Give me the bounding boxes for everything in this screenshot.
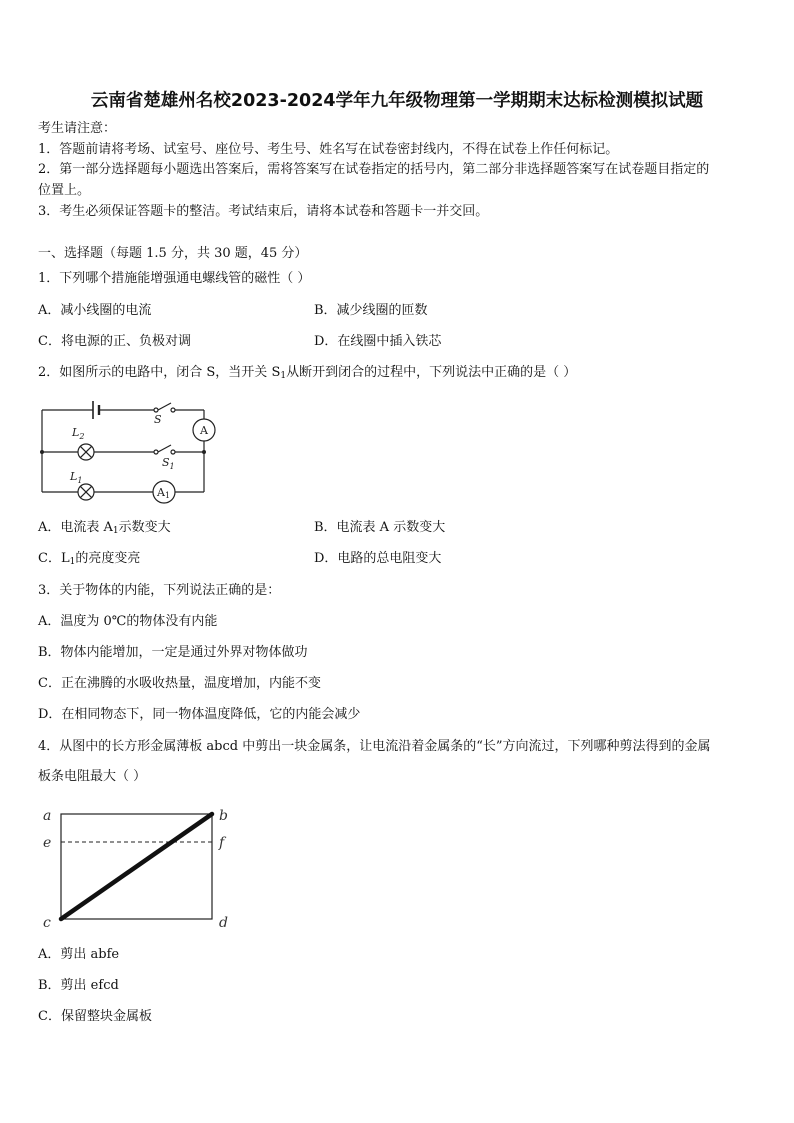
corner-d: d — [219, 915, 228, 931]
q1-option-a: A．减小线圈的电流 — [38, 303, 152, 318]
q4-stem-line1: 4．从图中的长方形金属薄板 abcd 中剪出一块金属条，让电流沿着金属条的“长”方向流过，下列哪种剪法得到的金属 — [38, 739, 711, 754]
q4-option-c: C．保留整块金属板 — [38, 1009, 152, 1024]
label-l1: $L_1$ — [70, 470, 83, 485]
q3-option-b: B．物体内能增加，一定是通过外界对物体做功 — [38, 645, 308, 660]
label-l2: $L_2$ — [72, 426, 85, 441]
label-s1: $S_1$ — [162, 456, 175, 471]
section-heading: 一、选择题（每题 1.5 分，共 30 题，45 分） — [38, 246, 308, 261]
q1-stem: 1．下列哪个措施能增强通电螺线管的磁性（ ） — [38, 271, 311, 286]
label-s: S — [154, 413, 162, 426]
q3-option-c: C．正在沸腾的水吸收热量，温度增加，内能不变 — [38, 676, 321, 691]
q2-circuit-diagram — [30, 390, 230, 505]
notice-heading: 考生请注意： — [38, 121, 117, 136]
q2-option-a: A．电流表 $A_1$示数变大 — [38, 520, 171, 536]
q3-stem: 3．关于物体的内能，下列说法正确的是： — [38, 583, 281, 598]
corner-b: b — [219, 808, 228, 824]
q4-option-a: A．剪出 abfe — [38, 947, 120, 962]
q1-option-c: C．将电源的正、负极对调 — [38, 334, 191, 349]
q3-option-a: A．温度为 0℃的物体没有内能 — [38, 614, 218, 629]
label-ammeter-a: A — [200, 424, 208, 437]
label-ammeter-a1: A1 — [157, 486, 171, 500]
q4-stem-line2: 板条电阻最大（ ） — [38, 769, 147, 784]
point-f: f — [219, 835, 225, 851]
q2-stem: 2．如图所示的电路中，闭合 S，当开关 $S_1$从断开到闭合的过程中，下列说法中正确的是（ ） — [38, 365, 577, 381]
notice-item-1: 1．答题前请将考场、试室号、座位号、考生号、姓名写在试卷密封线内，不得在试卷上作任何标记。 — [38, 142, 619, 157]
q4-option-b: B．剪出 efcd — [38, 978, 119, 993]
notice-item-2: 2．第一部分选择题每小题选出答案后，需将答案写在试卷指定的括号内，第二部分非选择题答案写在试卷题目指定的 — [38, 162, 710, 177]
q2-option-b: B．电流表 A 示数变大 — [314, 520, 446, 535]
q1-option-b: B．减少线圈的匝数 — [314, 303, 428, 318]
notice-item-2-cont: 位置上。 — [38, 183, 91, 198]
point-e: e — [43, 835, 52, 851]
notice-item-3: 3．考生必须保证答题卡的整洁。考试结束后，请将本试卷和答题卡一并交回。 — [38, 204, 489, 219]
q4-metal-plate-diagram — [38, 802, 238, 932]
corner-c: c — [43, 915, 51, 931]
q1-option-d: D．在线圈中插入铁芯 — [314, 334, 442, 349]
q3-option-d: D．在相同物态下，同一物体温度降低，它的内能会减少 — [38, 707, 361, 722]
page-title: 云南省楚雄州名校2023-2024学年九年级物理第一学期期末达标检测模拟试题 — [90, 91, 704, 111]
corner-a: a — [43, 808, 52, 824]
q2-option-c: C．$L_1$的亮度变亮 — [38, 551, 141, 567]
q2-option-d: D．电路的总电阻变大 — [314, 551, 442, 566]
